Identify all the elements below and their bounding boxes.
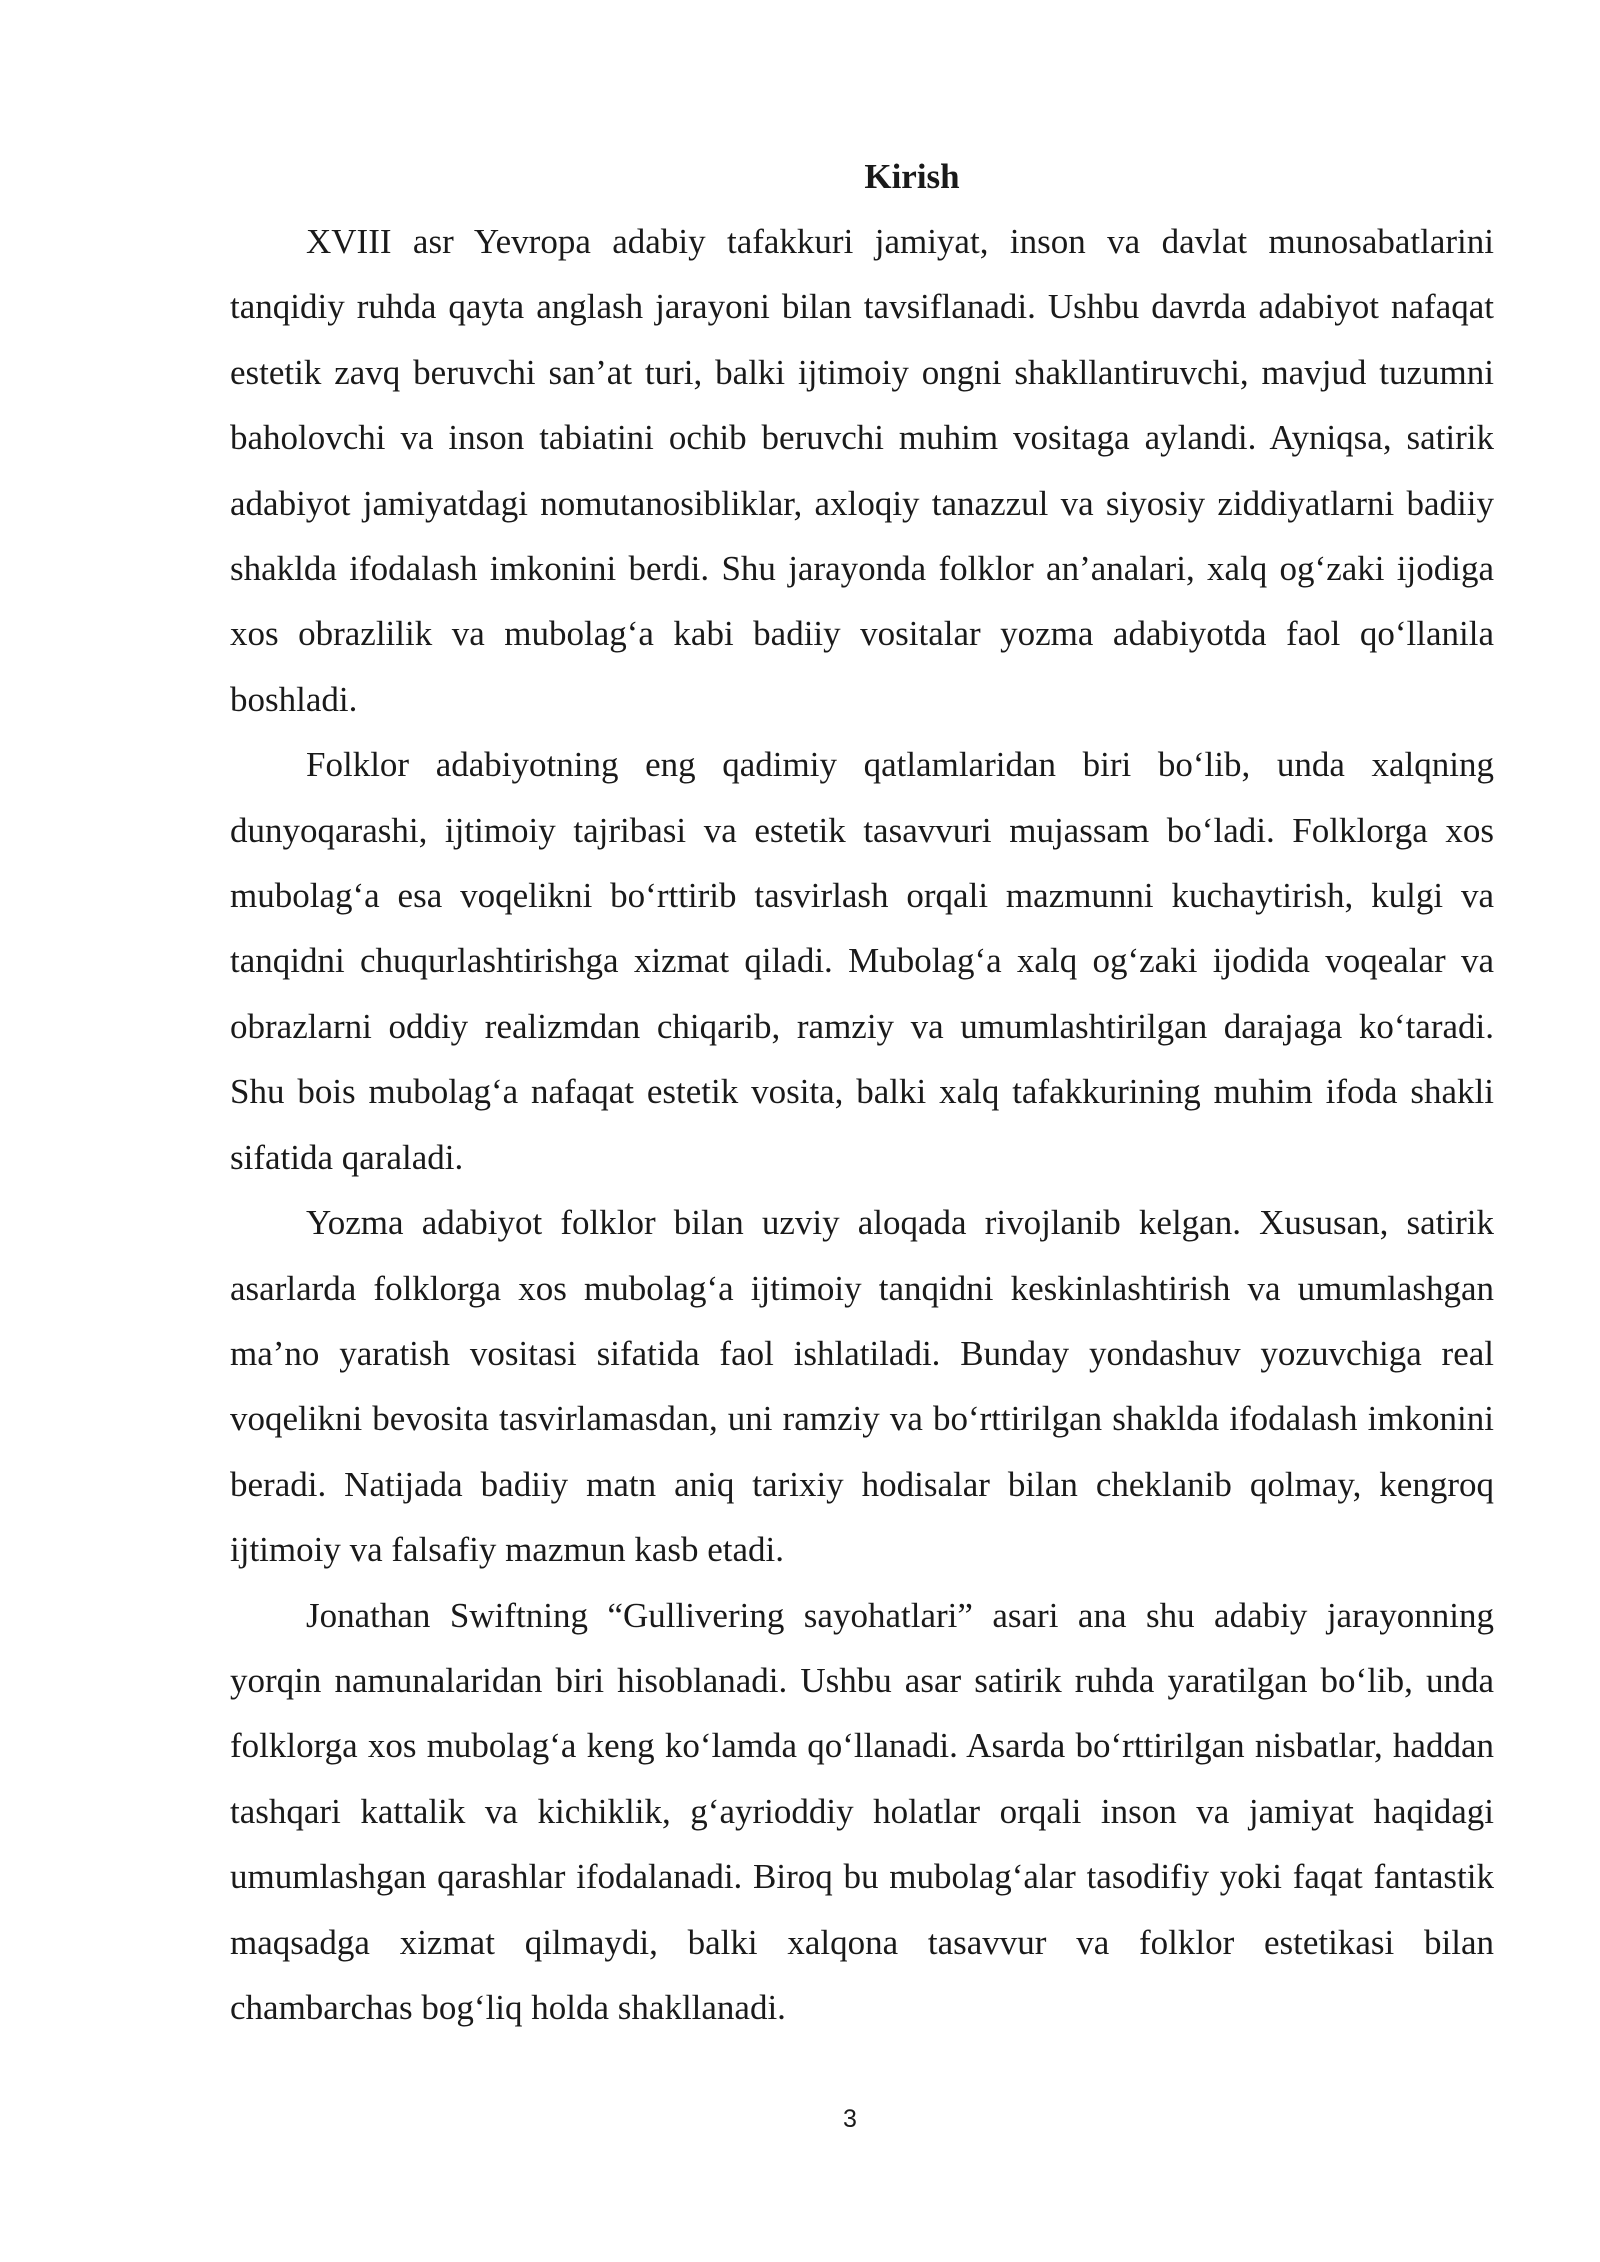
document-body [230, 144, 1494, 2040]
paragraph: Yozma adabiyot folklor bilan uzviy aloqada rivojlanib kelgan. Xususan, satirik asarlarda folklorga xos mubolag‘a ijtimoiy tanqidni keskinlashtirish va umumlashgan ma’no yaratish vositasi sifatida faol ishlatiladi. Bunday yondashuv yozuvchiga real voqelikni bevosita tasvirlamasdan, uni ramziy va bo‘rttirilgan shaklda ifodalash imkonini beradi. Natijada badiiy matn aniq tarixiy hodisalar bilan cheklanib qolmay, kengroq ijtimoiy va falsafiy mazmun kasb etadi. [230, 1203, 1494, 1570]
paragraph: XVIII asr Yevropa adabiy tafakkuri jamiyat, inson va davlat munosabatlarini tanqidiy ruhda qayta anglash jarayoni bilan tavsiflanadi. Ushbu davrda adabiyot nafaqat estetik zavq beruvchi san’at turi, balki ijtimoiy ongni shakllantiruvchi, mavjud tuzumni baholovchi va inson tabiatini ochib beruvchi muhim vositaga aylandi. Ayniqsa, satirik adabiyot jamiyatdagi nomutanosibliklar, axloqiy tanazzul va siyosiy ziddiyatlarni badiiy shaklda ifodalash imkonini berdi. Shu jarayonda folklor an’analari, xalq og‘zaki ijodiga xos obrazlilik va mubolag‘a kabi badiiy vositalar yozma adabiyotda faol qo‘llanila boshladi. [230, 222, 1494, 719]
page-title: Kirish [864, 157, 960, 196]
page-number: 3 [843, 2105, 857, 2133]
paragraph: Folklor adabiyotning eng qadimiy qatlamlaridan biri bo‘lib, unda xalqning dunyoqarashi, ijtimoiy tajribasi va estetik tasavvuri mujassam bo‘ladi. Folklorga xos mubolag‘a esa voqelikni bo‘rttirib tasvirlash orqali mazmunni kuchaytirish, kulgi va tanqidni chuqurlashtirishga xizmat qiladi. Mubolag‘a xalq og‘zaki ijodida voqealar va obrazlarni oddiy realizmdan chiqarib, ramziy va umumlashtirilgan darajaga ko‘taradi. Shu bois mubolag‘a nafaqat estetik vosita, balki xalq tafakkurining muhim ifoda shakli sifatida qaraladi. [230, 745, 1494, 1177]
paragraph: Jonathan Swiftning “Gullivering sayohatlari” asari ana shu adabiy jarayonning yorqin namunalaridan biri hisoblanadi. Ushbu asar satirik ruhda yaratilgan bo‘lib, unda folklorga xos mubolag‘a keng ko‘lamda qo‘llanadi. Asarda bo‘rttirilgan nisbatlar, haddan tashqari kattalik va kichiklik, g‘ayrioddiy holatlar orqali inson va jamiyat haqidagi umumlashgan qarashlar ifodalanadi. Biroq bu mubolag‘alar tasodifiy yoki faqat fantastik maqsadga xizmat qilmaydi, balki xalqona tasavvur va folklor estetikasi bilan chambarchas bog‘liq holda shakllanadi. [230, 1595, 1494, 2027]
